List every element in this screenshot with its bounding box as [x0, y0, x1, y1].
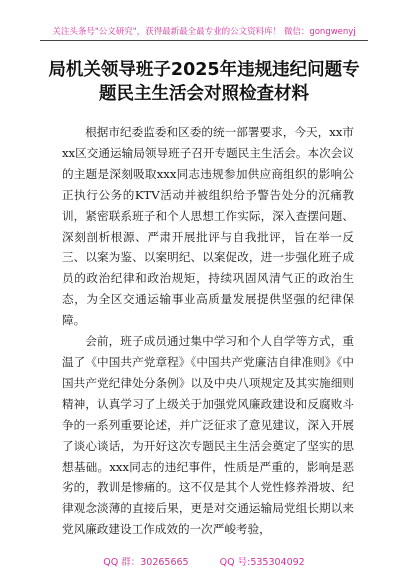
document-body — [62, 122, 354, 540]
footer-qq-number: QQ 号:535304092 — [219, 557, 305, 568]
page-footer — [0, 554, 408, 568]
header-notice: 关注头条号"公文研究"，获得最新最全最专业的公文资料库！ 微信：gongwenyj — [52, 27, 356, 37]
document-title: 局机关领导班子2025年违规违纪问题专题民主生活会对照检查材料 — [48, 60, 360, 104]
page-header — [0, 0, 408, 40]
header-divider — [40, 40, 368, 41]
paragraph-1: 根据市纪委监委和区委的统一部署要求，今天，xx市xx区交通运输局领导班子召开专题民主生活会。本次会议的主题是深刻吸取xxx同志违规参加供应商组织的影响公正执行公务的KTV活动并被组织给予警告处分的沉痛教训，紧密联系班子和个人思想工作实际，深入查摆问题、深刻剖析根源、严肃开展批评与自我批评，旨在举一反三、以案为鉴、以案明纪、以案促改，进一步强化班子成员的政治纪律和政治规矩，持续巩固风清气正的政治生态，为全区交通运输事业高质量发展提供坚强的纪律保障。 — [62, 125, 354, 328]
footer-qq-group: QQ 群：30265665 — [103, 557, 189, 568]
paragraph-2: 会前，班子成员通过集中学习和个人自学等方式，重温了《中国共产党章程》《中国共产党廉洁自律准则》《中国共产党纪律处分条例》以及中央八项规定及其实施细则精神，认真学习了上级关于加强党风廉政建设和反腐败斗争的一系列重要论述，并广泛征求了意见建议，深入开展了谈心谈话，为开好这次专题民主生活会奠定了坚实的思想基础。xxx同志的违纪事件，性质是严重的，影响是恶劣的，教训是惨痛的。这不仅是其个人党性修养滑坡、纪律观念淡薄的直接后果，更是对交通运输局党组长期以来党风廉政建设工作成效的一次严峻考验， — [62, 334, 354, 537]
